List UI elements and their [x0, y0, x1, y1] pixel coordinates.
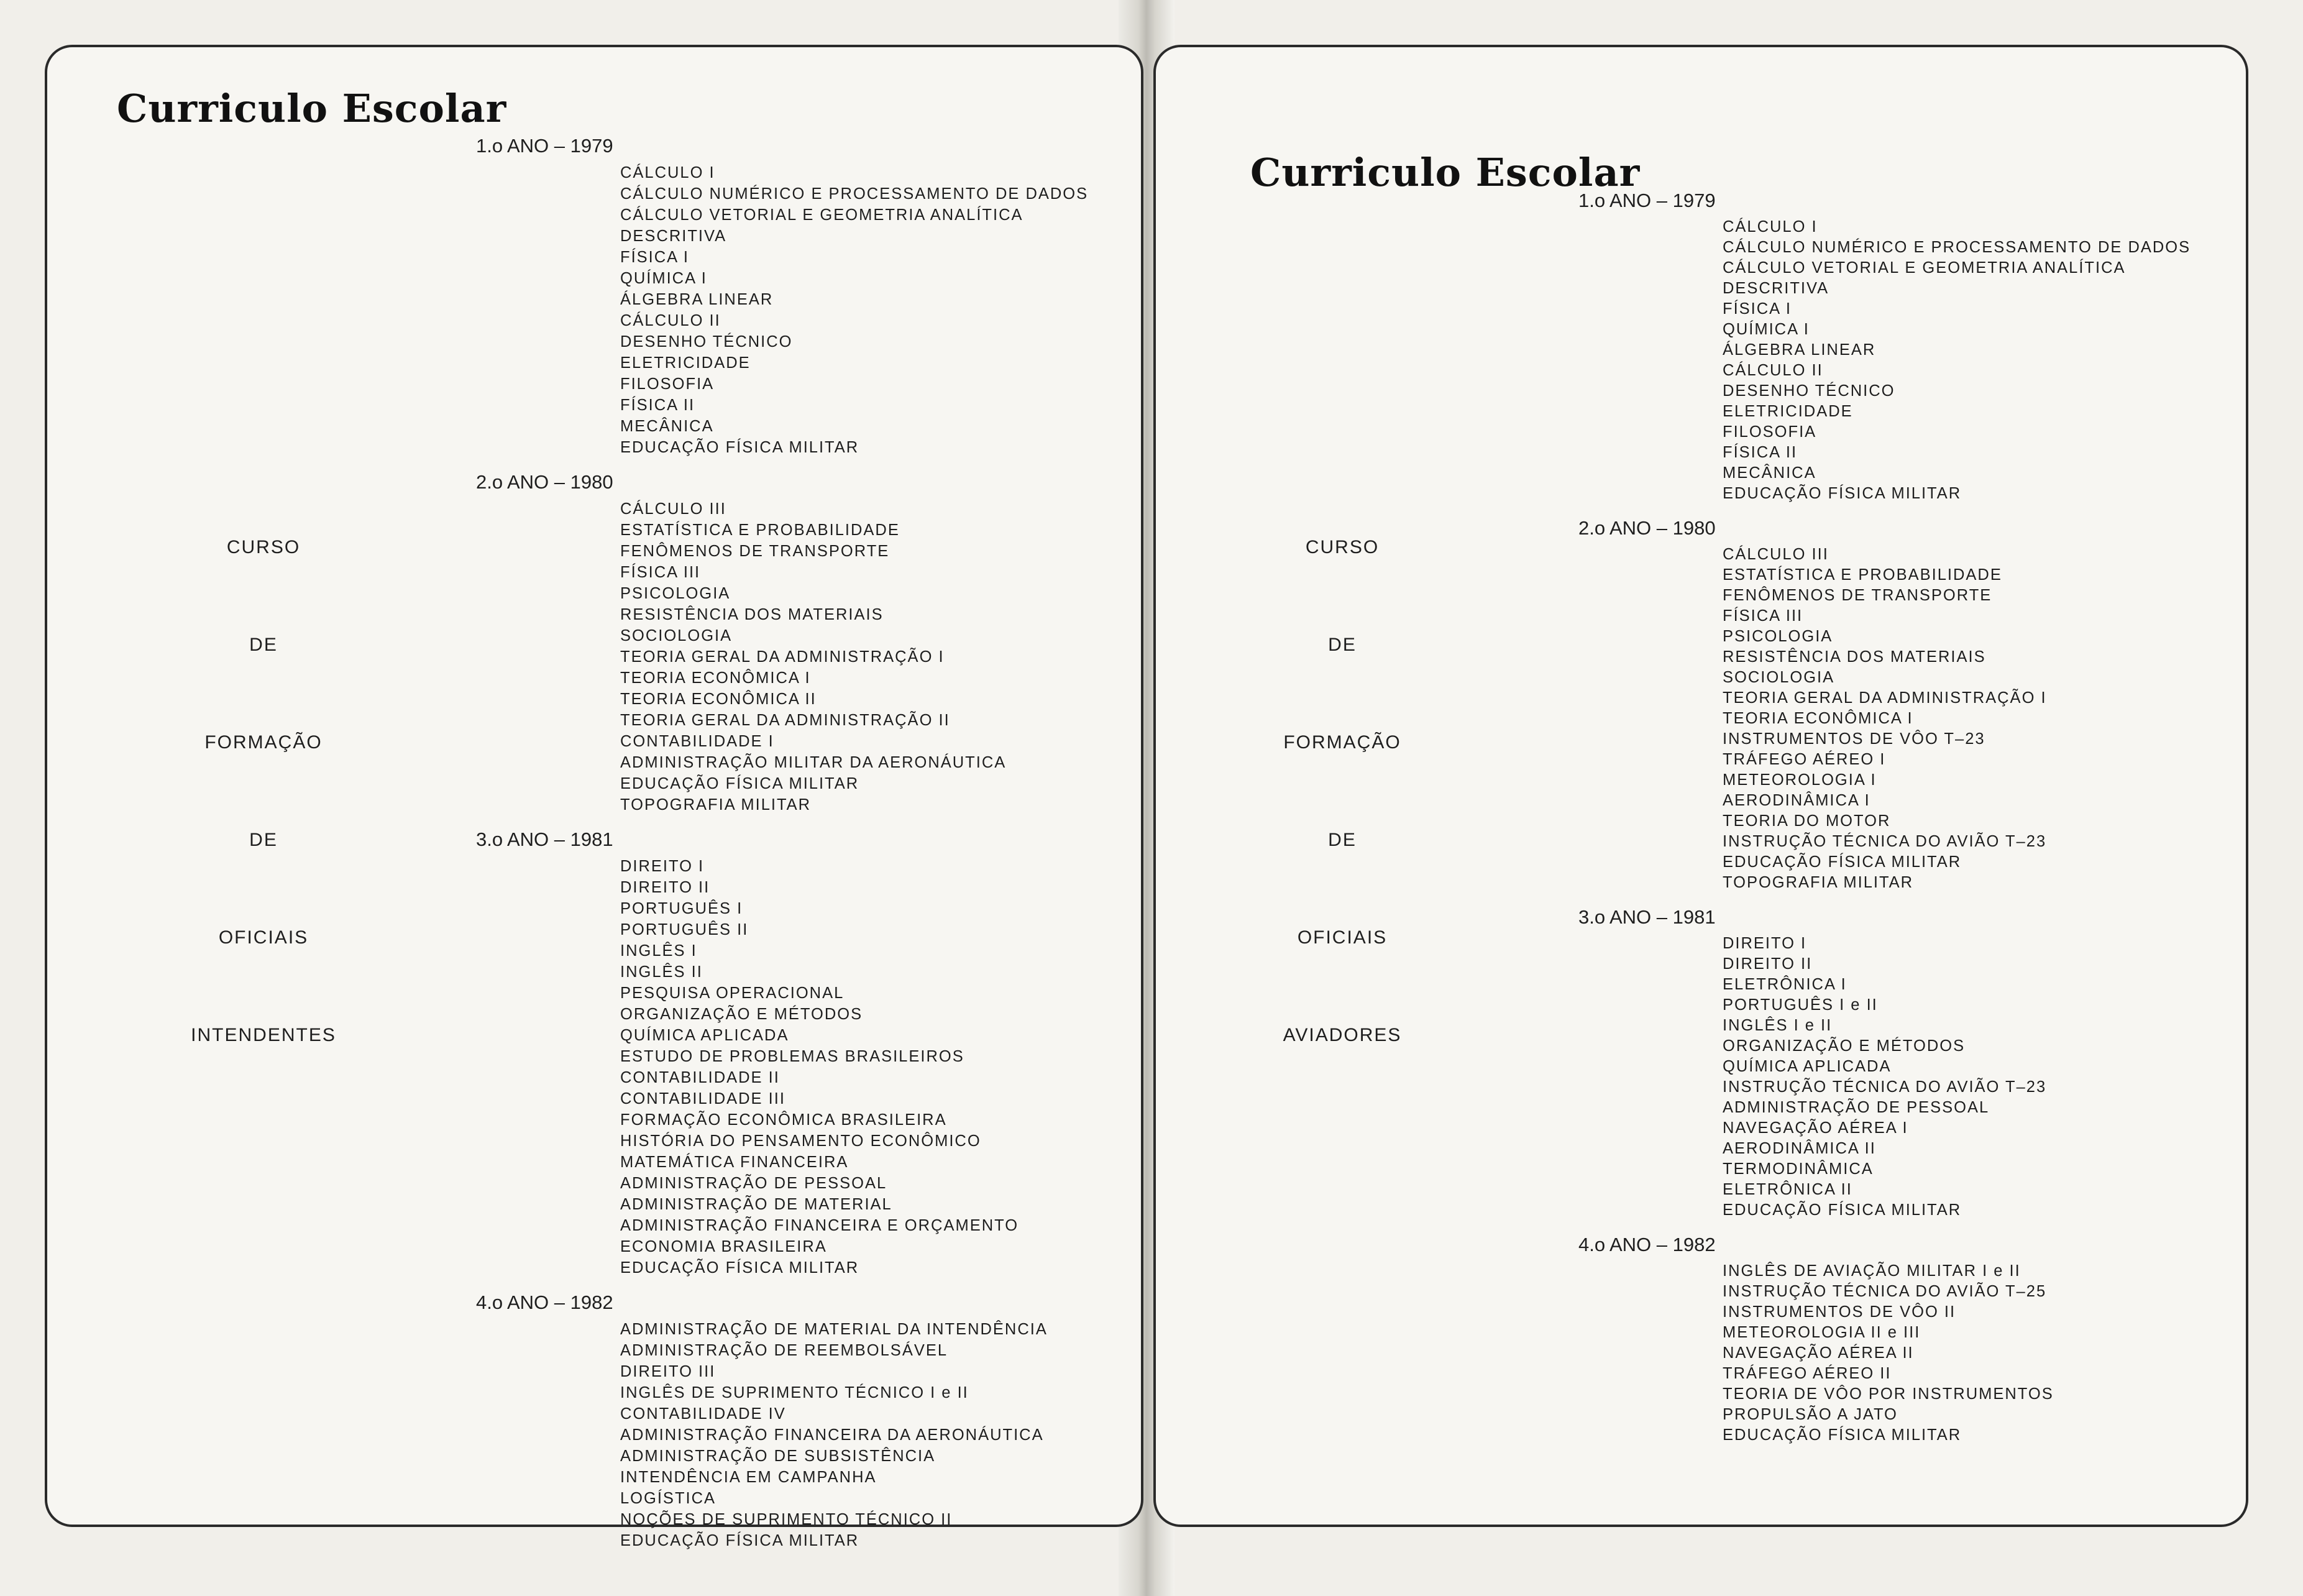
spacer [1578, 504, 2191, 516]
subject-item: HISTÓRIA DO PENSAMENTO ECONÔMICO [620, 1132, 981, 1150]
course-word: INTENDENTES [191, 1025, 336, 1045]
subject-item: TEORIA ECONÔMICA I [620, 669, 811, 687]
course-name [1218, 529, 1467, 1114]
subject-list [1578, 217, 2191, 504]
subject-item: EDUCAÇÃO FÍSICA MILITAR [620, 1259, 859, 1277]
course-word: CURSO [226, 537, 301, 557]
subject-item: DIREITO I [1723, 935, 1807, 952]
subject-list [476, 162, 1088, 458]
subject-item: ÁLGEBRA LINEAR [1723, 341, 1876, 359]
subject-item: FORMAÇÃO ECONÔMICA BRASILEIRA [620, 1111, 947, 1129]
year-block [476, 134, 1088, 470]
spacer [476, 1278, 1088, 1291]
subject-item: ESTATÍSTICA E PROBABILIDADE [1723, 566, 2002, 584]
subject-item: TOPOGRAFIA MILITAR [620, 796, 812, 814]
subject-item: TEORIA GERAL DA ADMINISTRAÇÃO II [620, 712, 950, 729]
subject-item: TEORIA GERAL DA ADMINISTRAÇÃO I [620, 648, 945, 666]
subject-item: ELETRICIDADE [1723, 403, 1853, 420]
subject-item: DIREITO II [1723, 955, 1813, 973]
subject-item: PORTUGUÊS II [620, 921, 749, 938]
year-block [476, 1291, 1088, 1564]
subject-item: DESENHO TÉCNICO [620, 333, 793, 351]
subject-item: CÁLCULO III [1723, 546, 1829, 563]
course-word: DE [1328, 830, 1357, 850]
spacer [1578, 1446, 2191, 1458]
year-heading: 1.o ANO – 1979 [1578, 190, 1716, 211]
year-heading: 1.o ANO – 1979 [476, 135, 613, 157]
subject-item: PORTUGUÊS I [620, 900, 743, 917]
subject-item: QUÍMICA I [620, 270, 707, 287]
subject-item: INSTRUMENTOS DE VÔO II [1723, 1303, 1956, 1321]
subject-item: CÁLCULO NUMÉRICO E PROCESSAMENTO DE DADOS [620, 185, 1089, 203]
subject-item: DESCRITIVA [620, 227, 727, 245]
subject-item: METEOROLOGIA II e III [1723, 1324, 1921, 1341]
subject-item: CONTABILIDADE I [620, 733, 774, 750]
subject-list [476, 856, 1088, 1278]
subject-item: MECÂNICA [1723, 464, 1816, 482]
subject-item: FÍSICA III [1723, 607, 1803, 625]
subject-item: ADMINISTRAÇÃO FINANCEIRA DA AERONÁUTICA [620, 1426, 1044, 1444]
subject-item: ESTATÍSTICA E PROBABILIDADE [620, 521, 900, 539]
subject-item: MECÂNICA [620, 418, 714, 435]
subject-item: QUÍMICA APLICADA [1723, 1058, 1892, 1075]
subject-item: CÁLCULO III [620, 500, 726, 518]
subject-item: FÍSICA I [1723, 300, 1792, 318]
course-name [139, 529, 388, 1114]
course-word: DE [249, 635, 278, 655]
subject-item: INGLÊS DE AVIAÇÃO MILITAR I e II [1723, 1262, 2021, 1280]
right-page [1153, 45, 2248, 1527]
subject-item: METEOROLOGIA I [1723, 771, 1877, 789]
spacer [1578, 1221, 2191, 1233]
year-heading: 4.o ANO – 1982 [476, 1291, 613, 1313]
subject-item: FENÔMENOS DE TRANSPORTE [620, 543, 890, 560]
subject-item: FENÔMENOS DE TRANSPORTE [1723, 587, 1992, 604]
course-word: FORMAÇÃO [204, 732, 323, 753]
subject-item: QUÍMICA I [1723, 321, 1810, 338]
subject-item: INGLÊS I [620, 942, 697, 960]
spacer [476, 1551, 1088, 1564]
subject-item: INSTRUÇÃO TÉCNICA DO AVIÃO T–25 [1723, 1283, 2047, 1300]
subject-item: CÁLCULO I [1723, 218, 1818, 236]
subject-item: TEORIA GERAL DA ADMINISTRAÇÃO I [1723, 689, 2047, 707]
year-block [1578, 189, 2191, 516]
subject-item: DIREITO II [620, 879, 710, 896]
subject-item: CÁLCULO VETORIAL E GEOMETRIA ANALÍTICA [1723, 259, 2126, 277]
subject-item: TEORIA DO MOTOR [1723, 812, 1891, 830]
subject-item: DESCRITIVA [1723, 280, 1829, 297]
subject-item: ADMINISTRAÇÃO DE PESSOAL [1723, 1099, 1990, 1116]
year-heading: 3.o ANO – 1981 [476, 828, 613, 850]
year-block [476, 828, 1088, 1291]
course-word: AVIADORES [1283, 1025, 1402, 1045]
course-word: OFICIAIS [218, 927, 309, 948]
subject-item: PSICOLOGIA [1723, 628, 1833, 645]
subject-item: INSTRUMENTOS DE VÔO T–23 [1723, 730, 1985, 748]
course-word: DE [1328, 635, 1357, 655]
subject-item: EDUCAÇÃO FÍSICA MILITAR [1723, 853, 1962, 871]
subject-item: EDUCAÇÃO FÍSICA MILITAR [1723, 1426, 1962, 1444]
subject-item: EDUCAÇÃO FÍSICA MILITAR [620, 775, 859, 792]
subject-item: PROPULSÃO A JATO [1723, 1406, 1898, 1423]
subject-item: CÁLCULO VETORIAL E GEOMETRIA ANALÍTICA [620, 206, 1023, 224]
subject-item: INGLÊS DE SUPRIMENTO TÉCNICO I e II [620, 1384, 969, 1401]
subject-item: MATEMÁTICA FINANCEIRA [620, 1153, 849, 1171]
curriculum-years [1578, 189, 2191, 1458]
subject-item: ADMINISTRAÇÃO DE REEMBOLSÁVEL [620, 1342, 948, 1359]
subject-item: NOÇÕES DE SUPRIMENTO TÉCNICO II [620, 1511, 953, 1528]
subject-list [476, 498, 1088, 815]
subject-item: FILOSOFIA [620, 375, 715, 393]
subject-item: ADMINISTRAÇÃO FINANCEIRA E ORÇAMENTO [620, 1217, 1019, 1234]
course-word: CURSO [1305, 537, 1380, 557]
subject-item: INGLÊS II [620, 963, 703, 981]
subject-item: FILOSOFIA [1723, 423, 1817, 441]
page-title: Curriculo Escolar [117, 86, 507, 131]
subject-item: EDUCAÇÃO FÍSICA MILITAR [620, 439, 859, 456]
subject-item: PORTUGUÊS I e II [1723, 996, 1878, 1014]
year-heading: 4.o ANO – 1982 [1578, 1234, 1716, 1255]
subject-list [1578, 544, 2191, 893]
subject-item: CONTABILIDADE IV [620, 1405, 786, 1423]
left-page [45, 45, 1143, 1549]
subject-item: NAVEGAÇÃO AÉREA II [1723, 1344, 1914, 1362]
subject-item: ADMINISTRAÇÃO DE PESSOAL [620, 1175, 887, 1192]
subject-item: TRÁFEGO AÉREO I [1723, 751, 1886, 768]
subject-item: CONTABILIDADE II [620, 1069, 780, 1086]
subject-item: EDUCAÇÃO FÍSICA MILITAR [1723, 485, 1962, 502]
curriculum-years [476, 134, 1088, 1564]
subject-item: ADMINISTRAÇÃO DE MATERIAL [620, 1196, 892, 1213]
subject-item: TRÁFEGO AÉREO II [1723, 1365, 1892, 1382]
subject-item: ESTUDO DE PROBLEMAS BRASILEIROS [620, 1048, 964, 1065]
subject-item: TERMODINÂMICA [1723, 1160, 1874, 1178]
subject-item: DIREITO I [620, 858, 705, 875]
year-block [476, 470, 1088, 828]
subject-item: DIREITO III [620, 1363, 716, 1380]
subject-item: NAVEGAÇÃO AÉREA I [1723, 1119, 1908, 1137]
subject-list [476, 1319, 1088, 1551]
subject-item: SOCIOLOGIA [1723, 669, 1835, 686]
page-title: Curriculo Escolar [1250, 150, 1641, 195]
spacer [476, 815, 1088, 828]
subject-item: CÁLCULO NUMÉRICO E PROCESSAMENTO DE DADOS [1723, 239, 2191, 256]
subject-item: ELETRÔNICA II [1723, 1181, 1852, 1198]
subject-item: ORGANIZAÇÃO E MÉTODOS [1723, 1037, 1966, 1055]
spacer [476, 458, 1088, 470]
subject-list [1578, 1261, 2191, 1446]
subject-item: ELETRÔNICA I [1723, 976, 1847, 993]
subject-item: TOPOGRAFIA MILITAR [1723, 874, 1914, 891]
subject-item: INTENDÊNCIA EM CAMPANHA [620, 1469, 877, 1486]
subject-item: TEORIA ECONÔMICA I [1723, 710, 1913, 727]
subject-item: QUÍMICA APLICADA [620, 1027, 789, 1044]
subject-item: ADMINISTRAÇÃO DE SUBSISTÊNCIA [620, 1447, 936, 1465]
year-block [1578, 1233, 2191, 1458]
subject-item: FÍSICA II [620, 397, 695, 414]
year-heading: 2.o ANO – 1980 [476, 471, 613, 493]
subject-item: INSTRUÇÃO TÉCNICA DO AVIÃO T–23 [1723, 833, 2047, 850]
subject-item: SOCIOLOGIA [620, 627, 733, 644]
subject-item: EDUCAÇÃO FÍSICA MILITAR [620, 1532, 859, 1549]
subject-item: ECONOMIA BRASILEIRA [620, 1238, 827, 1255]
subject-item: ELETRICIDADE [620, 354, 751, 372]
subject-item: AERODINÂMICA I [1723, 792, 1870, 809]
year-block [1578, 516, 2191, 906]
subject-item: FÍSICA II [1723, 444, 1798, 461]
subject-item: ORGANIZAÇÃO E MÉTODOS [620, 1006, 863, 1023]
subject-item: FÍSICA III [620, 564, 701, 581]
subject-item: INGLÊS I e II [1723, 1017, 1833, 1034]
subject-item: EDUCAÇÃO FÍSICA MILITAR [1723, 1201, 1962, 1219]
year-heading: 3.o ANO – 1981 [1578, 906, 1716, 928]
subject-item: FÍSICA I [620, 249, 689, 266]
subject-item: CÁLCULO I [620, 164, 715, 181]
subject-item: RESISTÊNCIA DOS MATERIAIS [1723, 648, 1986, 666]
year-heading: 2.o ANO – 1980 [1578, 517, 1716, 539]
subject-item: PSICOLOGIA [620, 585, 731, 602]
subject-item: INSTRUÇÃO TÉCNICA DO AVIÃO T–23 [1723, 1078, 2047, 1096]
subject-item: ÁLGEBRA LINEAR [620, 291, 774, 308]
subject-item: TEORIA ECONÔMICA II [620, 690, 817, 708]
subject-item: PESQUISA OPERACIONAL [620, 984, 845, 1002]
subject-item: DESENHO TÉCNICO [1723, 382, 1895, 400]
subject-item: TEORIA DE VÔO POR INSTRUMENTOS [1723, 1385, 2054, 1403]
spacer [1578, 893, 2191, 906]
course-word: FORMAÇÃO [1283, 732, 1401, 753]
subject-item: AERODINÂMICA II [1723, 1140, 1876, 1157]
subject-item: ADMINISTRAÇÃO MILITAR DA AERONÁUTICA [620, 754, 1007, 771]
subject-list [1578, 933, 2191, 1221]
subject-item: CÁLCULO II [1723, 362, 1823, 379]
subject-item: RESISTÊNCIA DOS MATERIAIS [620, 606, 884, 623]
subject-item: ADMINISTRAÇÃO DE MATERIAL DA INTENDÊNCIA [620, 1321, 1048, 1338]
subject-item: CONTABILIDADE III [620, 1090, 785, 1108]
course-word: DE [249, 830, 278, 850]
course-word: OFICIAIS [1297, 927, 1388, 948]
subject-item: CÁLCULO II [620, 312, 721, 329]
year-block [1578, 906, 2191, 1233]
subject-item: LOGÍSTICA [620, 1490, 717, 1507]
